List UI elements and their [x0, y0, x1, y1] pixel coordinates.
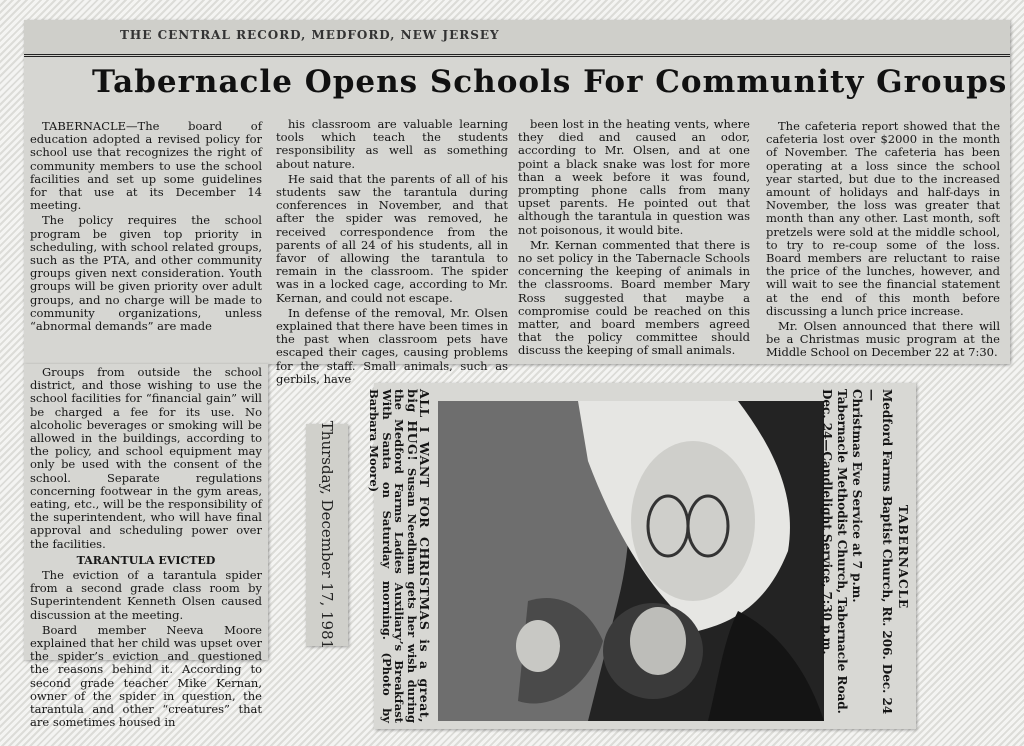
paragraph: The eviction of a tarantula spider from a second grade class room by Superintendent Kenneth Olsen caused discussion at the meeting.	[30, 568, 262, 622]
paragraph: Board member Neeva Moore explained that her child was upset over the spider’s eviction and questioned the reasons behind it. According to second grade teacher Mike Kernan, owner of the spider in question, the tarantula and other “creatures” that are sometimes housed in	[30, 622, 262, 730]
paragraph: Mr. Kernan commented that there is no set policy in the Tabernacle Schools concerning the keeping of animals in the classrooms. Board member Mary Ross suggested that maybe a compromise could be reached on this matter, and board members agreed that the policy committee should discuss the keeping of small animals.	[518, 237, 750, 358]
event-line: Christmas Eve Service at 7 p.m.	[850, 389, 864, 603]
date-clipping	[306, 420, 348, 650]
photo-caption	[367, 389, 432, 723]
paragraph: been lost in the heating vents, where they died and caused an odor, according to Mr. Olsen, and at one point a black snake was lost for more than a week before it was found, prompting phone calls from many upset parents. He pointed out that although the tarantula in question was not poisonous, it would bite.	[518, 117, 750, 237]
church-events-box	[820, 389, 910, 725]
subheading: TARANTULA EVICTED	[76, 553, 216, 567]
paragraph: Groups from outside the school district, and those wishing to use the school facilities for “financial gain” will be charged a fee for its use. No alcoholic beverages or smoking will be allowed in the buildings, according to the policy, and school equipment may only be used with the consent of the school. Separate regulations concerning footwear in the gym areas, eating, etc., will be the responsibility of the superintendent, who will have final approval and scheduling power over the facilities.	[30, 365, 262, 551]
photo-clipping	[367, 383, 916, 729]
paragraph: The cafeteria report showed that the cafeteria lost over $2000 in the month of November. The cafeteria has been operating at a loss since the school year started, but due to the increased amount of holidays and half-days in November, the loss was greater that month than any other. Last month, soft pretzels were sold at the middle school, to try to re-coup some of the loss. Board members are reluctant to raise the price of the lunches, however, and will wait to see the financial statement at the end of this month before discussing a lunch price increase.	[766, 119, 1000, 318]
event-line: Medford Farms Baptist Church, Rt. 206. Dec. 24—	[865, 389, 894, 715]
paragraph: The policy requires the school program be given top priority in scheduling, with school related groups, such as the PTA, and other community groups given next consideration. Youth groups will be given priority over adult groups, and no charge will be made to community organizations, unless “abnormal demands” are made	[30, 213, 262, 334]
paragraph: his classroom are valuable learning tools which teach the students responsibility as well as something about nature.	[276, 117, 508, 171]
article-column-1-continued	[30, 365, 262, 730]
paragraph: He said that the parents of all of his students saw the tarantula during conferences in November, and that after the spider was removed, he received correspondence from the parents of all 24 of his students, all in favor of allowing the tarantula to remain in the classroom. The spider was in a locked cage, according to Mr. Kernan, and could not escape.	[276, 171, 508, 305]
article-column-4	[766, 120, 1000, 358]
article-column-1	[30, 120, 262, 358]
caption-lead: ALL I WANT FOR CHRISTMAS is a great, big HUG!	[404, 389, 432, 723]
article-column-2	[276, 117, 508, 386]
article-column-3	[518, 118, 750, 358]
event-line: Tabernacle Methodist Church, Tabernacle Road.	[835, 389, 849, 714]
paragraph: Mr. Olsen announced that there will be a Christmas music program at the Middle School on December 22 at 7:30.	[766, 319, 1000, 360]
paragraph: In defense of the removal, Mr. Olsen explained that there have been times in the past when classroom pets have escaped their cages, causing problems for the staff. Small animals, such as gerbils, have	[276, 305, 508, 386]
date-label: Thursday, December 17, 1981	[318, 420, 336, 650]
masthead-strip	[24, 20, 1010, 57]
santa-photo	[438, 401, 824, 721]
caption-body: Susan Needham gets her wish during the Medford Farms Ladies Auxiliary’s Breakfast With Santa on Saturday morning. (Photo by Barbara Moore)	[367, 389, 419, 723]
article-continuation-clipping	[24, 364, 268, 730]
events-title: TABERNACLE	[896, 504, 910, 610]
masthead: THE CENTRAL RECORD, MEDFORD, NEW JERSEY	[120, 28, 500, 42]
paragraph: TABERNACLE—The board of education adopted a revised policy for school use that recognizes the right of community members to use the school facilities and set up some guidelines for that use at its December 14 meeting.	[30, 119, 262, 213]
event-line: Dec. 24—Candlelight Service, 7:30 p.m.	[820, 389, 834, 655]
santa-photo-illustration	[438, 401, 824, 721]
headline: Tabernacle Opens Schools For Community Groups	[92, 64, 1008, 100]
article-clipping	[24, 20, 1010, 386]
